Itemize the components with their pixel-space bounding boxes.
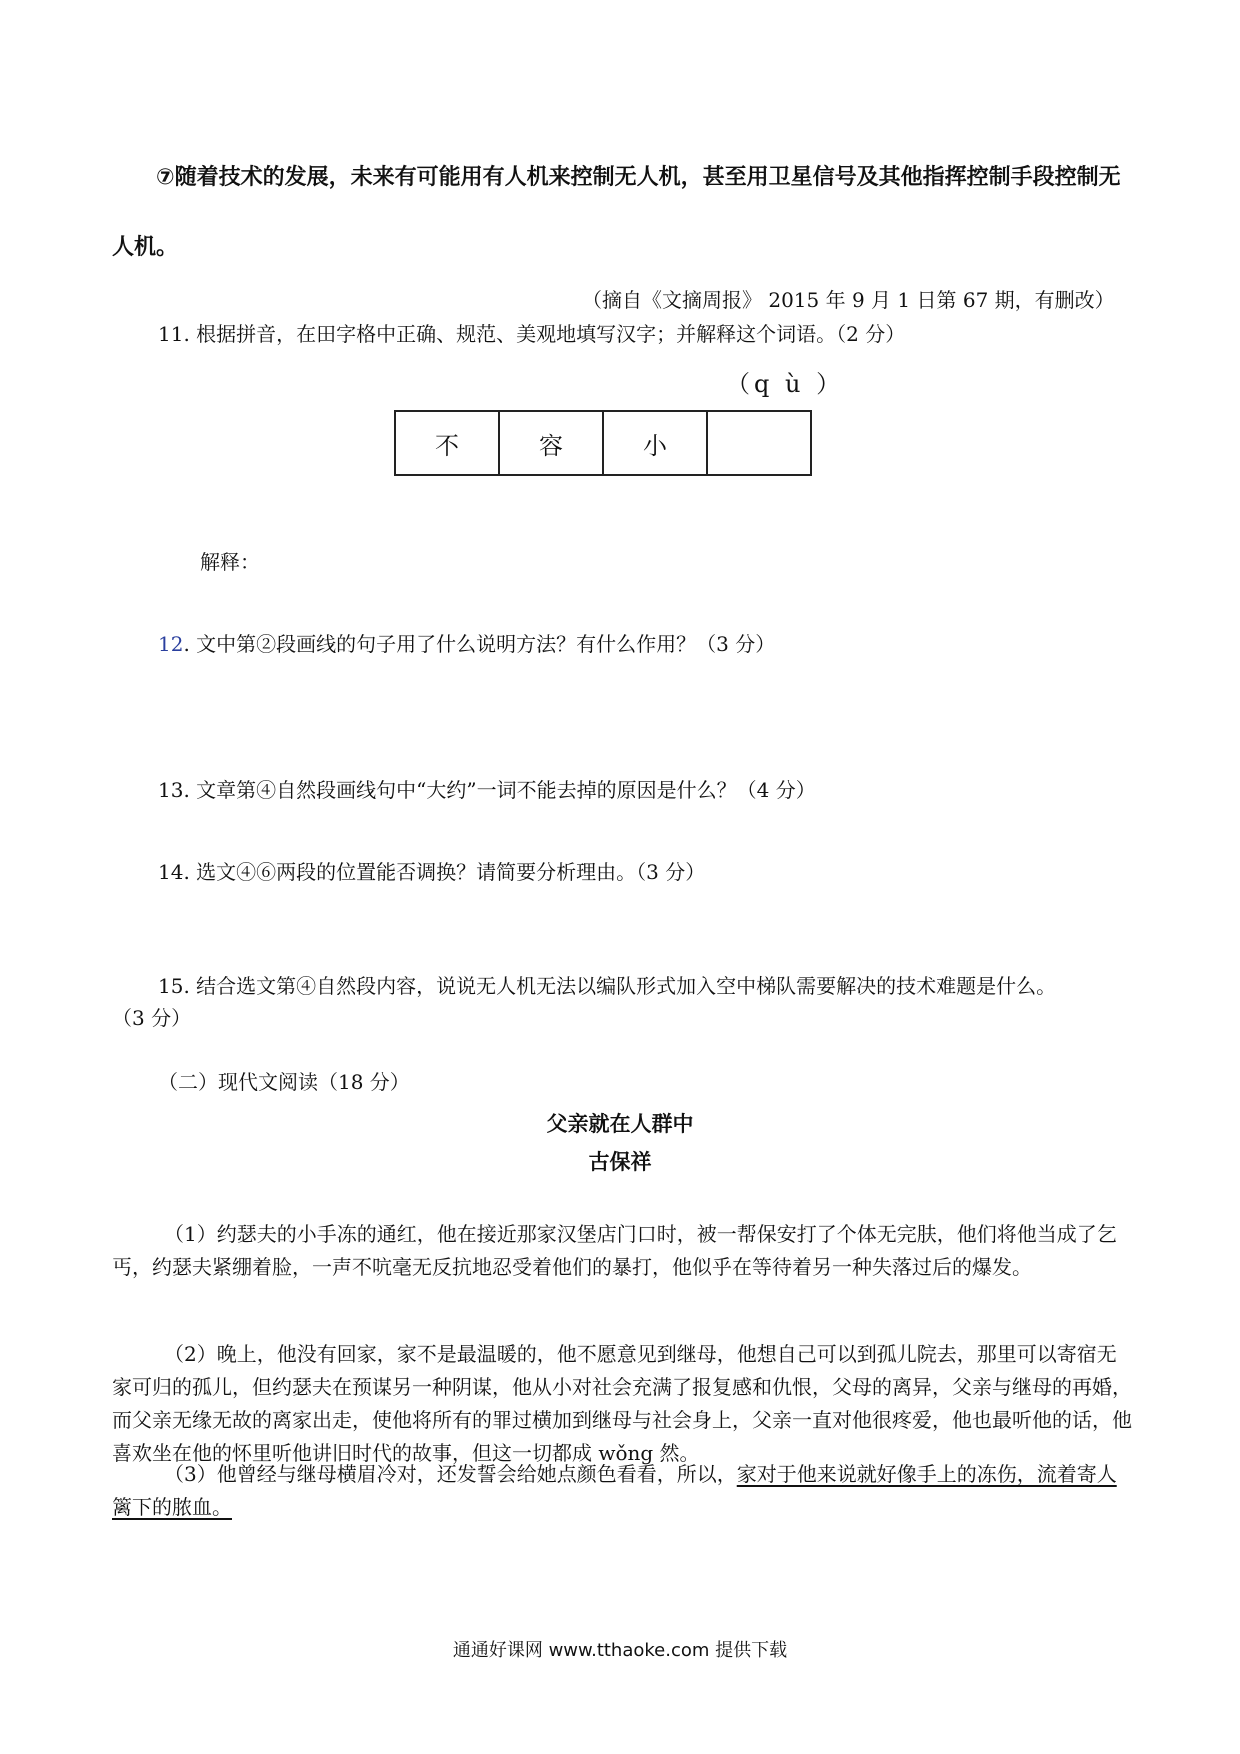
grid-cell-4-blank[interactable]: [708, 412, 810, 474]
article-paragraph-1: （1）约瑟夫的小手冻的通红，他在接近那家汉堡店门口时，被一帮保安打了个体无完肤，他们将他当成了乞丐，约瑟夫紧绷着脸，一声不吭毫无反抗地忍受着他们的暴打，他似乎在等待着另一种失落过后的爆发。: [112, 1222, 1117, 1279]
question-12-text: . 文中第②段画线的句子用了什么说明方法？有什么作用？（3 分）: [183, 632, 776, 656]
source-citation: （摘自《文摘周报》 2015 年 9 月 1 日第 67 期，有删改）: [582, 288, 1115, 312]
article-paragraph-2: （2）晚上，他没有回家，家不是最温暖的，他不愿意见到继母，他想自己可以到孤儿院去，那里可以寄宿无家可归的孤儿，但约瑟夫在预谋另一种阴谋，他从小对社会充满了报复感和仇恨，父母的离异，父亲与继母的再婚，而父亲无缘无故的离家出走，使他将所有的罪过横加到继母与社会身上，父亲一直对他很疼爱，他也最听他的话，他喜欢坐在他的怀里听他讲旧时代的故事，但这一切都成 wǒng 然。: [112, 1342, 1132, 1465]
question-13: 13. 文章第④自然段画线句中“大约”一词不能去掉的原因是什么？（4 分）: [158, 778, 816, 802]
question-12: [158, 628, 775, 657]
pinyin-hint: （q ù ）: [726, 370, 845, 398]
character-grid: [394, 410, 812, 476]
question-11: 11. 根据拼音，在田字格中正确、规范、美观地填写汉字；并解释这个词语。（2 分）: [158, 322, 906, 346]
article-author: 古保祥: [588, 1150, 652, 1174]
grid-cell-1: 不: [396, 412, 500, 474]
explanation-label: 解释：: [200, 550, 260, 574]
paragraph-3-underlined-sentence: 家对于他来说就好像手上的冻伤，流着寄人篱下的脓血。: [112, 1462, 1117, 1519]
section-heading: （二）现代文阅读（18 分）: [158, 1070, 410, 1094]
passage-paragraph-7-continued: 人机。: [112, 235, 179, 260]
article-title: 父亲就在人群中: [546, 1112, 694, 1136]
page-footer: 通通好课网 www.tthaoke.com 提供下载: [452, 1640, 788, 1661]
paragraph-3-text: （3）他曾经与继母横眉冷对，还发誓会给她点颜色看看，所以，: [164, 1462, 737, 1486]
question-15-score: （3 分）: [112, 1006, 192, 1030]
question-12-number: 12: [158, 632, 184, 656]
passage-paragraph-7: ⑦随着技术的发展，未来有可能用有人机来控制无人机，甚至用卫星信号及其他指挥控制手段控制无: [156, 165, 1121, 190]
question-15: 15. 结合选文第④自然段内容，说说无人机无法以编队形式加入空中梯队需要解决的技术难题是什么。: [158, 974, 1057, 998]
question-14: 14. 选文④⑥两段的位置能否调换？请简要分析理由。（3 分）: [158, 860, 706, 884]
article-paragraph-3: [112, 1458, 1132, 1524]
grid-cell-2: 容: [500, 412, 604, 474]
grid-cell-3: 小: [604, 412, 708, 474]
